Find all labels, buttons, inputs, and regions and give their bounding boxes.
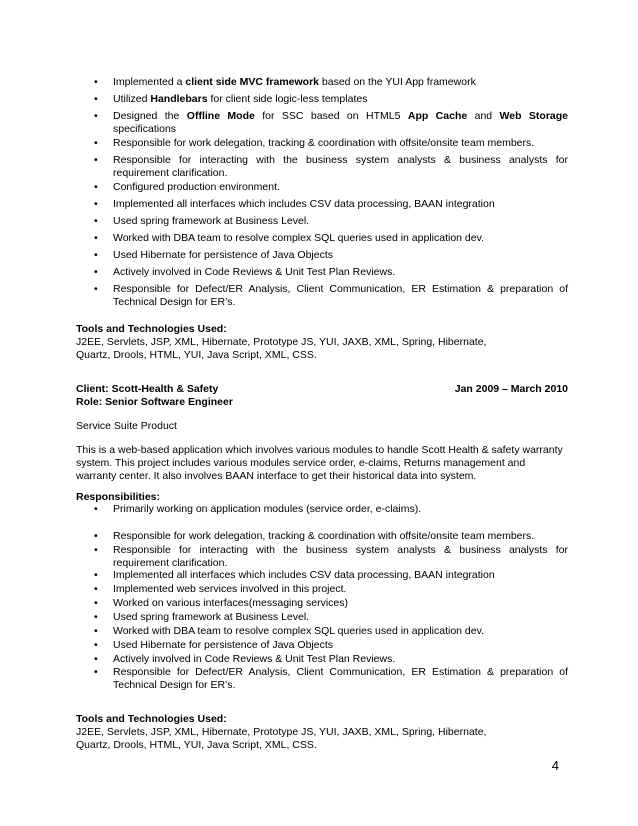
list-item	[94, 215, 568, 228]
text-run: Offline Mode	[186, 110, 255, 122]
list-item	[94, 181, 568, 194]
text-run: for client side logic-less templates	[207, 93, 368, 105]
list-item	[94, 137, 568, 150]
bullet-icon: •	[94, 249, 98, 261]
bullet-icon: •	[94, 283, 98, 295]
bullet-icon: •	[94, 639, 98, 651]
list-item	[94, 544, 568, 570]
bullet-icon: •	[94, 110, 98, 122]
text-run: Implemented web services involved in this project.	[113, 583, 347, 595]
text-run: Responsible for interacting with the business system analysts & business analysts for requirement clarification.	[113, 544, 568, 569]
bullet-icon: •	[94, 93, 98, 105]
bullet-icon: •	[94, 611, 98, 623]
list-item	[94, 110, 568, 136]
text-run: client side MVC framework	[185, 76, 319, 88]
list-item-text	[113, 137, 568, 150]
text-run: Implemented all interfaces which includes CSV data processing, BAAN integration	[113, 569, 495, 581]
bullet-icon: •	[94, 232, 98, 244]
list-item-text	[113, 653, 568, 666]
list-item-text	[113, 666, 568, 692]
list-item	[94, 283, 568, 309]
tools-line-2a: J2EE, Servlets, JSP, XML, Hibernate, Prototype JS, YUI, JAXB, XML, Spring, Hibernate,	[76, 726, 487, 738]
list-item	[94, 597, 568, 610]
list-item	[94, 530, 568, 543]
list-item	[94, 653, 568, 666]
list-item-text	[113, 93, 568, 106]
bullet-icon: •	[94, 198, 98, 210]
list-item-text	[113, 266, 568, 279]
text-run: and	[467, 110, 500, 122]
list-item	[94, 666, 568, 692]
text-run: Responsible for Defect/ER Analysis, Client Communication, ER Estimation & preparation of Technical Design for ER’s.	[113, 283, 568, 308]
product-name: Service Suite Product	[76, 420, 177, 432]
client-name: Client: Scott-Health & Safety	[76, 383, 219, 395]
list-item-text	[113, 215, 568, 228]
text-run: Designed the	[113, 110, 187, 122]
list-item-text	[113, 76, 568, 89]
text-run: Implemented all interfaces which includes CSV data processing, BAAN integration	[113, 198, 495, 210]
text-run: Handlebars	[150, 93, 208, 105]
text-run: Worked with DBA team to resolve complex SQL queries used in application dev.	[113, 625, 484, 637]
text-run: Responsible for Defect/ER Analysis, Client Communication, ER Estimation & preparation of Technical Design for ER’s.	[113, 666, 568, 691]
list-item-text	[113, 611, 568, 624]
list-item-text	[113, 283, 568, 309]
list-item-text	[113, 249, 568, 262]
list-item	[94, 266, 568, 279]
project-desc-line-1: This is a web-based application which involves various modules to handle Scott Health & safety warranty	[76, 444, 563, 456]
text-run: based on the YUI App framework	[319, 76, 476, 88]
bullet-icon: •	[94, 569, 98, 581]
text-run: for SSC based on HTML5	[254, 110, 408, 122]
text-run: Used spring framework at Business Level.	[113, 611, 310, 623]
list-item-text	[113, 503, 568, 516]
text-run: Web Storage	[499, 110, 569, 122]
list-item	[94, 76, 568, 89]
list-item	[94, 639, 568, 652]
list-item	[94, 154, 568, 180]
page-number: 4	[551, 758, 559, 773]
text-run: App Cache	[407, 110, 468, 122]
list-item	[94, 583, 568, 596]
text-run: specifications	[113, 123, 177, 135]
text-run: Used Hibernate for persistence of Java Objects	[113, 639, 334, 651]
text-run: Utilized	[113, 93, 151, 105]
list-item-text	[113, 569, 568, 582]
list-item-text	[113, 181, 568, 194]
bullet-icon: •	[94, 503, 98, 515]
bullet-icon: •	[94, 597, 98, 609]
bullet-icon: •	[94, 583, 98, 595]
list-item-text	[113, 110, 568, 136]
text-run: Worked with DBA team to resolve complex SQL queries used in application dev.	[113, 232, 484, 244]
list-item	[94, 625, 568, 638]
tools-line-1a: J2EE, Servlets, JSP, XML, Hibernate, Prototype JS, YUI, JAXB, XML, Spring, Hibernate,	[76, 336, 487, 348]
text-run: Worked on various interfaces(messaging services)	[113, 597, 348, 609]
tools-heading-2: Tools and Technologies Used:	[76, 713, 227, 725]
bullet-icon: •	[94, 76, 98, 88]
list-item	[94, 611, 568, 624]
list-item-text	[113, 544, 568, 570]
text-run: Configured production environment.	[113, 181, 280, 193]
bullet-icon: •	[94, 181, 98, 193]
text-run: Responsible for interacting with the business system analysts & business analysts for requirement clarification.	[113, 154, 568, 179]
project-desc-line-3: warranty center. It also involves BAAN interface to get their historical data into system.	[76, 470, 477, 482]
tools-heading-1: Tools and Technologies Used:	[76, 323, 227, 335]
text-run: Responsible for work delegation, tracking & coordination with offsite/onsite team members.	[113, 530, 535, 542]
bullet-icon: •	[94, 666, 98, 678]
text-run: Used Hibernate for persistence of Java Objects	[113, 249, 334, 261]
list-item	[94, 249, 568, 262]
tools-line-1b: Quartz, Drools, HTML, YUI, Java Script, XML, CSS.	[76, 349, 317, 361]
list-item	[94, 503, 568, 516]
responsibilities-heading: Responsibilities:	[76, 491, 161, 503]
bullet-icon: •	[94, 266, 98, 278]
text-run: Primarily working on application modules (service order, e-claims).	[113, 503, 422, 515]
list-item-text	[113, 154, 568, 180]
list-item-text	[113, 583, 568, 596]
list-item-text	[113, 639, 568, 652]
list-item	[94, 232, 568, 245]
project-dates: Jan 2009 – March 2010	[454, 383, 568, 395]
tools-line-2b: Quartz, Drools, HTML, YUI, Java Script, XML, CSS.	[76, 739, 317, 751]
list-item-text	[113, 232, 568, 245]
list-item	[94, 569, 568, 582]
project-desc-line-2: system. This project includes various modules service order, e-claims, Returns management and	[76, 457, 526, 469]
list-item-text	[113, 625, 568, 638]
list-item-text	[113, 597, 568, 610]
bullet-icon: •	[94, 154, 98, 166]
bullet-icon: •	[94, 530, 98, 542]
bullet-icon: •	[94, 544, 98, 556]
bullet-icon: •	[94, 137, 98, 149]
text-run: Actively involved in Code Reviews & Unit Test Plan Reviews.	[113, 653, 396, 665]
role-title: Role: Senior Software Engineer	[76, 396, 233, 408]
text-run: Used spring framework at Business Level.	[113, 215, 310, 227]
text-run: Actively involved in Code Reviews & Unit Test Plan Reviews.	[113, 266, 396, 278]
text-run: Responsible for work delegation, tracking & coordination with offsite/onsite team members.	[113, 137, 535, 149]
list-item	[94, 198, 568, 211]
list-item	[94, 93, 568, 106]
bullet-icon: •	[94, 215, 98, 227]
text-run: Implemented a	[113, 76, 186, 88]
list-item-text	[113, 198, 568, 211]
bullet-icon: •	[94, 625, 98, 637]
bullet-icon: •	[94, 653, 98, 665]
list-item-text	[113, 530, 568, 543]
